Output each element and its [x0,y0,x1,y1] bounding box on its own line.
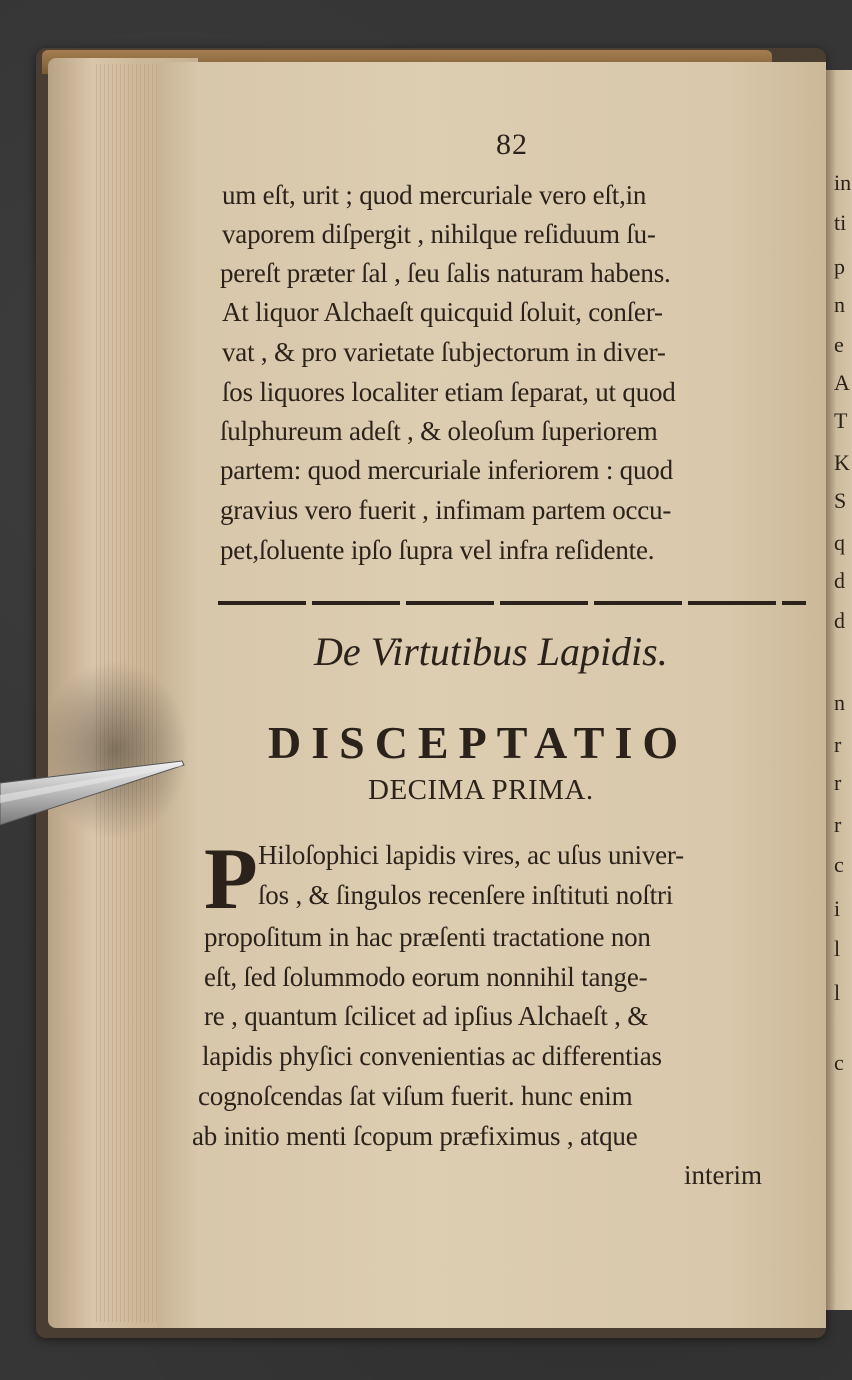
text-line: lapidis phyſici convenientias ac differentias [202,1041,662,1071]
facing-page-fragment: p [834,254,845,279]
text-line: ſos liquores localiter etiam ſeparat, ut quod [222,377,676,407]
page-number: 82 [496,128,528,161]
text-line: cognoſcendas ſat viſum fuerit. hunc enim [198,1081,633,1111]
text-line: propoſitum in hac præſenti tractatione non [204,922,651,952]
facing-page-fragment: c [834,852,844,877]
text-line: pet,ſoluente ipſo ſupra vel infra reſidente. [220,535,655,565]
text-line: ſos , & ſingulos recenſere inſtituti noſtri [258,880,674,910]
catchword: interim [684,1160,762,1190]
facing-page-fragment: K [834,450,850,475]
facing-page-fragment: r [834,812,842,837]
facing-page-fragment: i [834,896,841,921]
text-line: partem: quod mercuriale inferiorem : quod [220,455,673,485]
facing-page-fragment: T [834,408,848,433]
text-line: vaporem diſpergit , nihilque reſiduum ſu- [222,219,656,249]
text-line: eſt, ſed ſolummodo eorum nonnihil tange- [204,962,648,992]
text-line: gravius vero fuerit , infimam partem occu- [220,495,672,525]
chapter-subheading: DECIMA PRIMA. [368,774,594,806]
text-line: re , quantum ſcilicet ad ipſius Alchaeſt , & [204,1001,649,1031]
text-line: pereſt præter ſal , ſeu ſalis naturam habens. [220,258,671,288]
text-line: vat , & pro varietate ſubjectorum in diver- [222,337,666,367]
facing-page-fragment: in [834,170,852,195]
tweezer-tool [0,755,190,835]
facing-page-fragment: d [834,608,845,633]
facing-page-fragment: c [834,1050,844,1075]
text-line: ſulphureum adeſt , & oleoſum ſuperiorem [220,416,658,446]
section-title: De Virtutibus Lapidis. [314,629,668,674]
facing-page-fragment: l [834,980,841,1005]
facing-page-fragment: n [834,292,845,317]
chapter-heading: DISCEPTATIO [268,717,689,768]
facing-page-fragment: e [834,332,844,357]
drop-capital: P [204,831,258,928]
facing-page-fragment: n [834,690,845,715]
facing-page-fragment: A [834,370,850,395]
facing-page-fragment: S [834,488,847,513]
text-line: Hiloſophici lapidis vires, ac uſus univer- [258,840,684,870]
facing-page-fragment: r [834,770,842,795]
facing-page-fragment: ti [834,210,847,235]
facing-page-fragment: l [834,936,841,961]
section-rule [218,601,806,605]
facing-page-fragment: q [834,530,845,555]
facing-page-fragment: d [834,568,845,593]
facing-page-fragment: r [834,732,842,757]
text-line: um eſt, urit ; quod mercuriale vero eſt,in [222,180,647,210]
text-line: ab initio menti ſcopum præfiximus , atque [192,1121,638,1151]
text-line: At liquor Alchaeſt quicquid ſoluit, conſer- [222,297,663,327]
